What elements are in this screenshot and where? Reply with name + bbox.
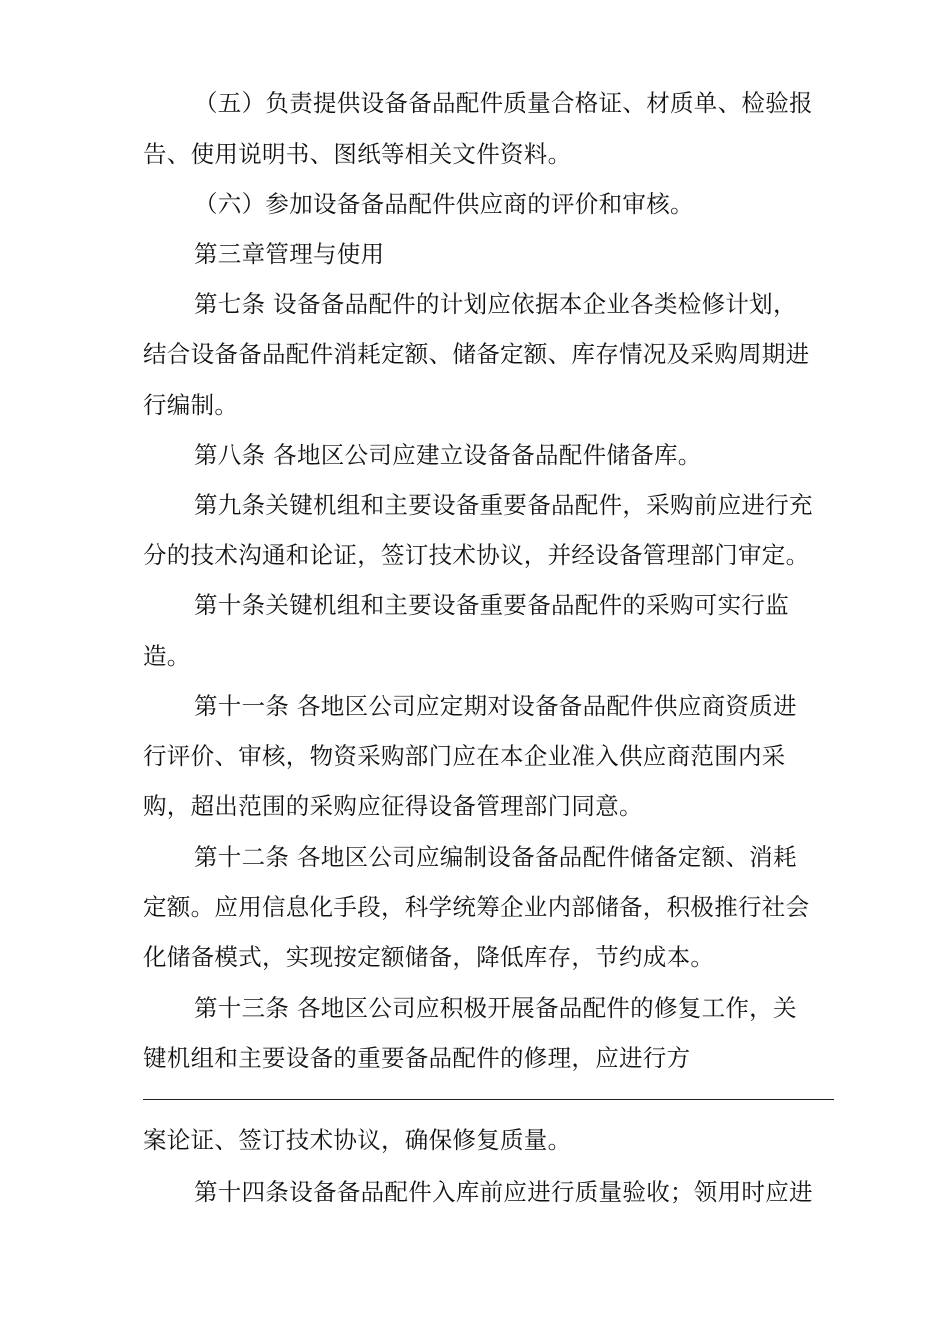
- text-line: 化储备模式，实现按定额储备，降低库存，节约成本。: [143, 943, 715, 971]
- text-line: 告、使用说明书、图纸等相关文件资料。: [143, 140, 572, 168]
- text-line: 第七条 设备备品配件的计划应依据本企业各类检修计划，: [194, 290, 797, 318]
- text-line: 购，超出范围的采购应征得设备管理部门同意。: [143, 792, 643, 820]
- text-line: （五）负责提供设备备品配件质量合格证、材质单、检验报: [194, 89, 813, 117]
- text-line: 键机组和主要设备的重要备品配件的修理，应进行方: [143, 1044, 691, 1072]
- text-line: 第八条 各地区公司应建立设备备品配件储备库。: [194, 441, 702, 469]
- text-line: 分的技术沟通和论证，签订技术协议，并经设备管理部门审定。: [143, 541, 810, 569]
- text-line: 行编制。: [143, 391, 239, 419]
- text-line: 第十三条 各地区公司应积极开展备品配件的修复工作，关: [194, 994, 797, 1022]
- text-line: 第十二条 各地区公司应编制设备备品配件储备定额、消耗: [194, 843, 797, 871]
- text-line: 第九条关键机组和主要设备重要备品配件，采购前应进行充: [194, 491, 813, 519]
- text-line: 造。: [143, 642, 191, 670]
- text-line: 行评价、审核，物资采购部门应在本企业准入供应商范围内采: [143, 742, 786, 770]
- text-line: （六）参加设备备品配件供应商的评价和审核。: [194, 190, 694, 218]
- text-line: 定额。应用信息化手段，科学统筹企业内部储备，积极推行社会: [143, 893, 810, 921]
- text-line: 第十条关键机组和主要设备重要备品配件的采购可实行监: [194, 591, 789, 619]
- text-line: 结合设备备品配件消耗定额、储备定额、库存情况及采购周期进: [143, 340, 810, 368]
- page-divider: [143, 1099, 834, 1100]
- text-line: 第十一条 各地区公司应定期对设备备品配件供应商资质进: [194, 692, 797, 720]
- text-line: 第十四条设备备品配件入库前应进行质量验收；领用时应进: [194, 1178, 813, 1206]
- chapter-heading: 第三章管理与使用: [194, 240, 385, 268]
- text-line: 案论证、签订技术协议，确保修复质量。: [143, 1126, 572, 1154]
